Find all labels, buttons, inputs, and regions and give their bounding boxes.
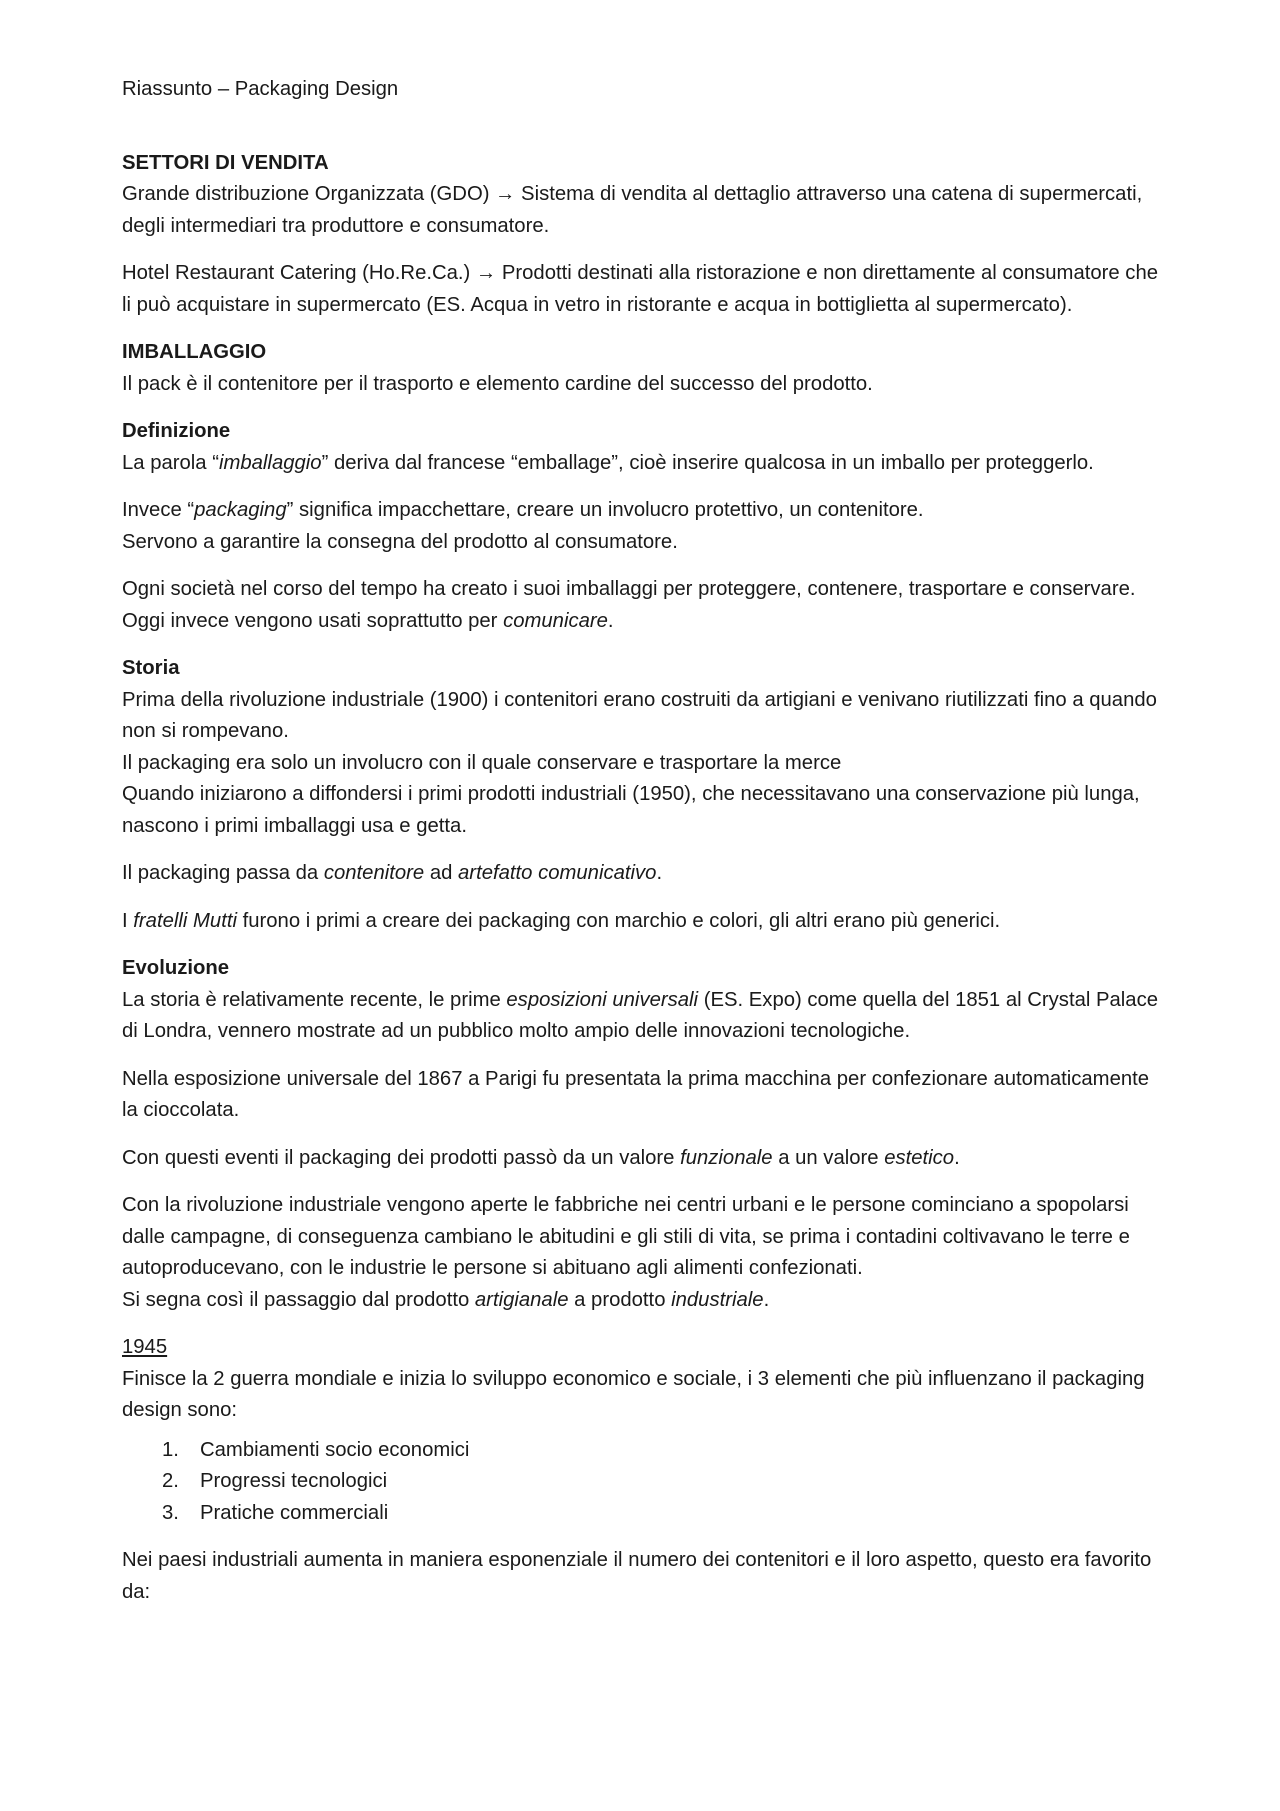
italic-run: fratelli Mutti [133,909,237,932]
text-run: . [763,1288,770,1311]
italic-run: artefatto comunicativo [458,862,657,884]
line: Con la rivoluzione industriale vengono aperte le fabbriche nei centri urbani e le persone cominciano a spopolarsi dalle campagne, di conseguenza cambiano le abitudini e gli stili di vita, se prima i contadini coltivavano le terre e autoproducevano, con le industrie le persone si abituano agli alimenti confezionati. [122,1194,1130,1279]
italic-run: artigianale [474,1288,569,1311]
italic-run: industriale [671,1288,764,1311]
text-run: a un valore [772,1146,885,1169]
text-run: Il packaging passa da [122,862,324,884]
text-run: a prodotto [568,1288,672,1311]
italic-run: contenitore [323,862,425,884]
document-page [122,74,1162,1624]
line: Prima della rivoluzione industriale (1900) i contenitori erano costruiti da artigiani e venivano riutilizzati fino a quando non si rompevano. [122,688,1157,742]
text-run: ” deriva dal francese “emballage”, cioè inserire qualcosa in un imballo per proteggerlo. [321,451,1094,474]
paragraph-storia-3 [122,906,1162,938]
paragraph-1945: Finisce la 2 guerra mondiale e inizia lo sviluppo economico e sociale, i 3 elementi che più influenzano il packaging design sono: [122,1367,1145,1421]
list-number: 2. [162,1470,179,1492]
paragraph-evoluzione-1 [122,985,1162,1048]
paragraph-evoluzione-3 [122,1143,1162,1175]
numbered-list [122,1435,1162,1530]
arrow-right-icon: → [495,183,516,205]
section-heading-storia: Storia [122,657,180,679]
italic-run: estetico [884,1146,955,1169]
text-run: furono i primi a creare dei packaging con marchio e colori, gli altri erano più generici. [236,909,1001,932]
italic-run: packaging [194,499,287,521]
list-item [122,1498,1162,1530]
paragraph-definizione-3 [122,574,1162,637]
text-run: . [656,862,663,884]
list-number: 1. [162,1438,179,1461]
section-heading-settori: SETTORI DI VENDITA [122,151,329,174]
section-heading-imballaggio: IMBALLAGGIO [122,341,267,363]
document-title: Riassunto – Packaging Design [122,78,399,100]
horeca-text: Prodotti destinati alla ristorazione e non direttamente al consumatore che li può acquistare in supermercato (ES. Acqua in vetro in ristorante e acqua in bottiglietta al supermercato). [122,262,1159,316]
section-heading-definizione: Definizione [122,420,231,442]
text-run: ” significa impacchettare, creare un involucro protettivo, un contenitore. [286,499,924,521]
section-heading-1945: 1945 [122,1336,168,1358]
line: Il packaging era solo un involucro con il quale conservare e trasportare la merce [122,751,842,774]
line: Quando iniziarono a diffondersi i primi prodotti industriali (1950), che necessitavano una conservazione più lunga, nascono i primi imballaggi usa e getta. [122,783,1140,837]
paragraph-gdo [122,179,1162,242]
text-run: La parola “ [122,451,219,474]
list-number: 3. [162,1501,179,1524]
paragraph-definizione-2 [122,495,1162,558]
list-text: Progressi tecnologici [200,1470,388,1492]
text-run: . [607,609,614,632]
paragraph-imballaggio: Il pack è il contenitore per il trasporto e elemento cardine del successo del prodotto. [122,372,873,395]
italic-run: funzionale [680,1146,773,1169]
text-run: Con questi eventi il packaging dei prodotti passò da un valore [122,1146,681,1169]
paragraph-storia-2 [122,858,1162,890]
italic-run: esposizioni universali [506,988,699,1011]
paragraph-evoluzione-2: Nella esposizione universale del 1867 a Parigi fu presentata la prima macchina per confezionare automaticamente la cioccolata. [122,1067,1150,1121]
italic-run: comunicare [503,609,608,632]
text-run: Invece “ [122,499,195,521]
line [122,1285,1162,1317]
text-run: I [122,909,134,932]
arrow-right-icon: → [475,262,497,284]
paragraph-evoluzione-4 [122,1190,1162,1316]
gdo-text: Sistema di vendita al dettaglio attraverso una catena di supermercati, degli intermediari tra produttore e consumatore. [122,183,1143,237]
section-heading-evoluzione: Evoluzione [122,957,230,979]
text-run: La storia è relativamente recente, le prime [122,988,507,1011]
line [122,495,1162,527]
text-run: Ogni società nel corso del tempo ha creato i suoi imballaggi per proteggere, contenere, trasportare e conservare. Oggi invece vengono usati soprattutto per [122,578,1136,632]
italic-run: imballaggio [218,451,322,474]
list-item [122,1435,1162,1467]
text-run: . [954,1146,960,1169]
line: Servono a garantire la consegna del prodotto al consumatore. [122,530,678,553]
text-run: Si segna così il passaggio dal prodotto [122,1288,475,1311]
gdo-label: Grande distribuzione Organizzata (GDO) [122,183,490,205]
paragraph-storia-1 [122,685,1162,843]
text-run: ad [424,862,459,884]
list-text: Cambiamenti socio economici [200,1438,470,1461]
paragraph-definizione-1 [122,448,1162,480]
horeca-label: Hotel Restaurant Catering (Ho.Re.Ca.) [122,262,471,284]
list-text: Pratiche commerciali [200,1501,389,1524]
text-run: (ES. Expo) come quella del 1851 al Crystal Palace di Londra, vennero mostrate ad un pubblico molto ampio delle innovazioni tecnologiche. [122,988,1159,1042]
paragraph-horeca [122,258,1162,321]
list-item [122,1466,1162,1498]
paragraph-1945-closing: Nei paesi industriali aumenta in maniera esponenziale il numero dei contenitori e il loro aspetto, questo era favorito da: [122,1549,1152,1603]
